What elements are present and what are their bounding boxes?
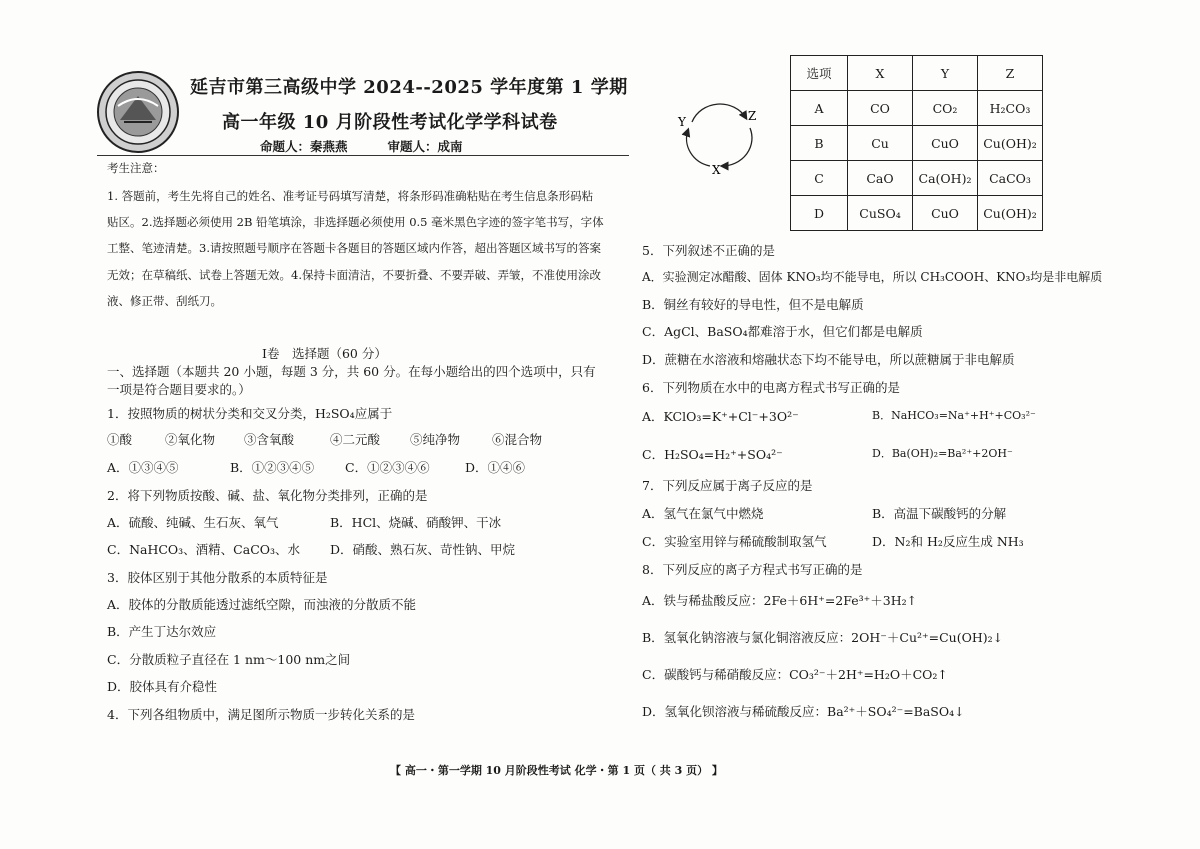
table-cell: Ca(OH)₂ [913,161,978,196]
q5-option-c: C．AgCl、BaSO₄都难溶于水，但它们都是电解质 [642,324,923,339]
question-8-stem: 8．下列反应的离子方程式书写正确的是 [642,562,863,577]
table-cell: Cu(OH)₂ [978,126,1043,161]
q7-option-a: A．氢气在氯气中燃烧 [642,506,764,521]
q1-item: ③含氧酸 [244,432,295,447]
table-cell: CuSO₄ [848,196,913,231]
question-5-stem: 5．下列叙述不正确的是 [642,243,775,258]
q8-option-b: B．氢氧化钠溶液与氯化铜溶液反应：2OH⁻＋Cu²⁺=Cu(OH)₂↓ [642,630,1004,645]
q6-option-c: C．H₂SO₄=H₂⁺+SO₄²⁻ [642,447,783,462]
question-7-stem: 7．下列反应属于离子反应的是 [642,478,813,493]
cycle-label-x: X [712,163,721,177]
table-header-cell: 选项 [791,56,848,91]
table-cell: B [791,126,848,161]
page-footer: 【 高一・第一学期 10 月阶段性考试 化学・第 1 页（ 共 3 页） 】 [390,764,723,777]
q7-option-c: C．实验室用锌与稀硫酸制取氢气 [642,534,827,549]
q1-item: ⑥混合物 [492,432,543,447]
q5-option-b: B．铜丝有较好的导电性，但不是电解质 [642,297,864,312]
table-header-cell: X [848,56,913,91]
table-cell: C [791,161,848,196]
notice-line: 工整、笔迹清楚。3.请按照题号顺序在答题卡各题目的答题区域内作答，超出答题区域书写的答案 [107,241,601,255]
table-row [791,196,1043,231]
q2-option-a: A．硫酸、纯碱、生石灰、氧气 [107,515,279,530]
question-3-stem: 3．胶体区别于其他分散系的本质特征是 [107,570,328,585]
table-cell: H₂CO₃ [978,91,1043,126]
q3-option-c: C．分散质粒子直径在 1 nm～100 nm之间 [107,652,351,667]
question-6-stem: 6．下列物质在水中的电离方程式书写正确的是 [642,380,900,395]
q3-option-b: B．产生丁达尔效应 [107,624,217,639]
q5-option-d: D．蔗糖在水溶液和熔融状态下均不能导电，所以蔗糖属于非电解质 [642,352,1015,367]
reviewer-label: 审题人：成南 [387,139,463,154]
notice-line: 1. 答题前，考生先将自己的姓名、准考证号码填写清楚，将条形码准确粘贴在考生信息条形码粘 [107,189,594,203]
q1-option-d: D．①④⑥ [465,460,526,475]
table-row [791,161,1043,196]
q6-option-d: D．Ba(OH)₂=Ba²⁺+2OH⁻ [872,447,1013,460]
cycle-label-y: Y [678,115,686,129]
table-cell: CO₂ [913,91,978,126]
author-label: 命题人：秦燕燕 [260,139,348,154]
table-cell: CuO [913,126,978,161]
q2-option-b: B．HCl、烧碱、硝酸钾、干冰 [330,515,502,530]
q8-option-d: D．氢氧化钡溶液与稀硫酸反应：Ba²⁺＋SO₄²⁻=BaSO₄↓ [642,704,965,719]
q1-option-b: B．①②③④⑤ [230,460,315,475]
exam-title-line2: 高一年级 10 月阶段性考试化学学科试卷 [222,112,558,133]
q1-item: ④二元酸 [330,432,381,447]
q7-option-d: D．N₂和 H₂反应生成 NH₃ [872,534,1024,549]
section-instruction: 一、选择题（本题共 20 小题，每题 3 分，共 60 分。在每小题给出的四个选项中，只有 [107,364,596,379]
notice-line: 无效；在草稿纸、试卷上答题无效。4.保持卡面清洁，不要折叠、不要弄破、弄皱，不准使用涂改 [107,268,601,282]
q6-option-b: B．NaHCO₃=Na⁺+H⁺+CO₃²⁻ [872,409,1036,422]
question-4-stem: 4．下列各组物质中，满足图所示物质一步转化关系的是 [107,707,415,722]
table-cell: CaO [848,161,913,196]
q2-option-c: C．NaHCO₃、酒精、CaCO₃、水 [107,542,301,557]
table-cell: Cu(OH)₂ [978,196,1043,231]
q1-item: ①酸 [107,432,133,447]
author-line [260,137,463,155]
q2-option-d: D．硝酸、熟石灰、苛性钠、甲烷 [330,542,516,557]
section-title: Ⅰ卷 选择题（60 分） [262,346,387,361]
section-instruction: 一项是符合题目要求的。） [107,382,251,397]
question-1-stem: 1．按照物质的树状分类和交叉分类，H₂SO₄应属于 [107,406,393,421]
q3-option-d: D．胶体具有介稳性 [107,679,218,694]
notice-line: 液、修正带、刮纸刀。 [107,294,222,308]
options-table [790,55,1043,231]
q1-item: ⑤纯净物 [410,432,461,447]
table-cell: CuO [913,196,978,231]
table-row [791,91,1043,126]
header-divider [97,155,629,156]
school-emblem-icon [96,70,180,154]
table-row [791,126,1043,161]
q6-option-a: A．KClO₃=K⁺+Cl⁻+3O²⁻ [642,409,799,424]
q5-option-a: A．实验测定冰醋酸、固体 KNO₃均不能导电，所以 CH₃COOH、KNO₃均是非电解质 [642,270,1103,284]
q1-option-a: A．①③④⑤ [107,460,179,475]
exam-title-line1: 延吉市第三高级中学 2024--2025 学年度第 1 学期 [190,77,628,98]
q7-option-b: B．高温下碳酸钙的分解 [872,506,1007,521]
table-cell: Cu [848,126,913,161]
table-header-cell: Z [978,56,1043,91]
table-cell: CaCO₃ [978,161,1043,196]
q8-option-a: A．铁与稀盐酸反应：2Fe＋6H⁺=2Fe³⁺＋3H₂↑ [642,593,918,608]
cycle-label-z: Z [748,109,757,123]
table-cell: A [791,91,848,126]
table-header-cell: Y [913,56,978,91]
conversion-cycle-diagram [670,100,770,180]
notice-line: 贴区。2.选择题必须使用 2B 铅笔填涂，非选择题必须使用 0.5 毫米黑色字迹的签字笔书写，字体 [107,215,604,229]
question-2-stem: 2．将下列物质按酸、碱、盐、氧化物分类排列，正确的是 [107,488,428,503]
q1-item: ②氧化物 [165,432,216,447]
q8-option-c: C．碳酸钙与稀硝酸反应：CO₃²⁻＋2H⁺=H₂O＋CO₂↑ [642,667,948,682]
table-header-row [791,56,1043,91]
q1-option-c: C．①②③④⑥ [345,460,430,475]
table-cell: CO [848,91,913,126]
table-cell: D [791,196,848,231]
notice-heading: 考生注意： [107,161,165,175]
q3-option-a: A．胶体的分散质能透过滤纸空隙，而浊液的分散质不能 [107,597,417,612]
